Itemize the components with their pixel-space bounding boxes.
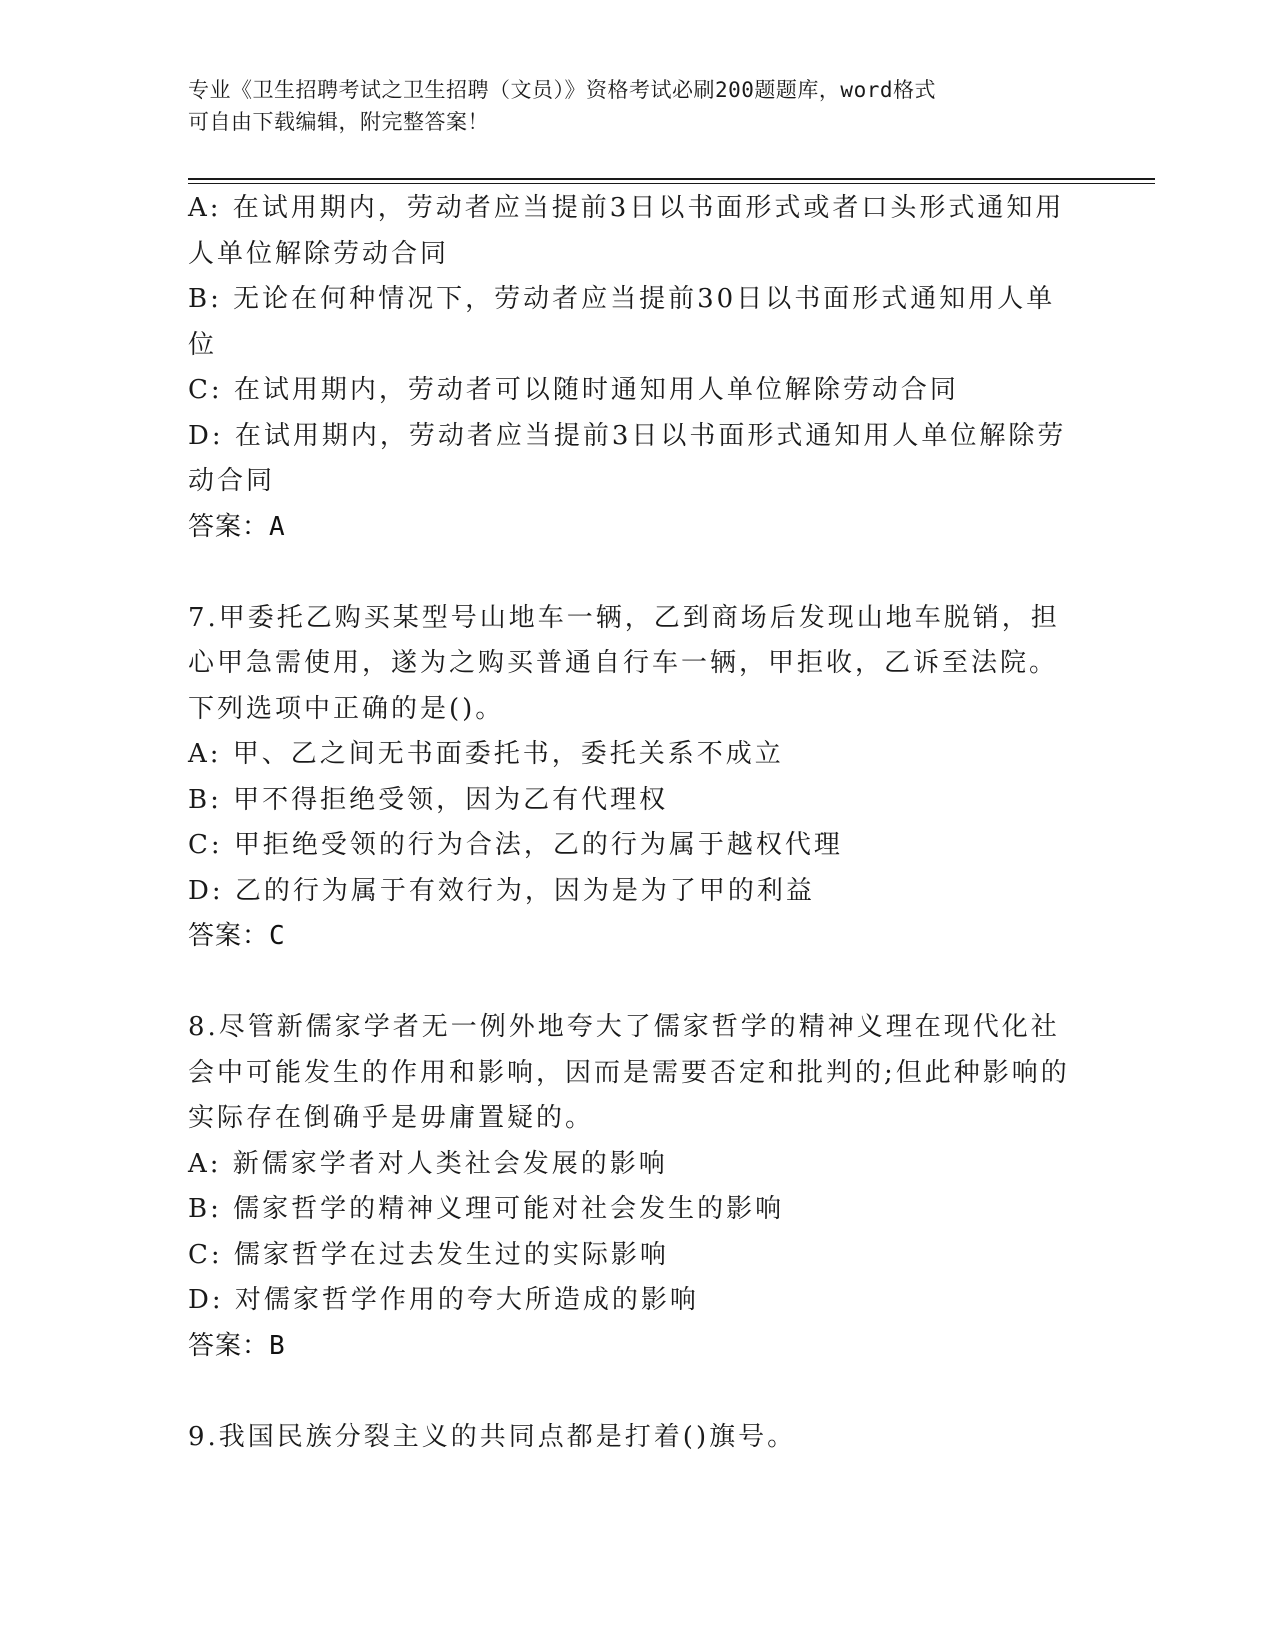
question-6-option-d-line-1: D: 在试用期内，劳动者应当提前3日以书面形式通知用人单位解除劳	[188, 420, 1067, 451]
question-8-option-d: D: 对儒家哲学作用的夸大所造成的影响	[188, 1285, 699, 1315]
question-6	[188, 186, 1068, 550]
question-7-option-d: D: 乙的行为属于有效行为，因为是为了甲的利益	[188, 875, 815, 906]
question-7-answer-value: C	[269, 921, 286, 951]
question-6-option-c: C: 在试用期内，劳动者可以随时通知用人单位解除劳动合同	[188, 375, 959, 405]
question-8-stem-line-1: 8.尽管新儒家学者无一例外地夸大了儒家哲学的精神义理在现代化社	[188, 1012, 1060, 1042]
question-6-option-b-line-1: B: 无论在何种情况下，劳动者应当提前30日以书面形式通知用人单	[188, 284, 1056, 314]
header-divider-thin	[188, 183, 1155, 184]
question-8-stem-line-2: 会中可能发生的作用和影响，因而是需要否定和批判的;但此种影响的	[188, 1057, 1070, 1088]
question-7	[188, 596, 1068, 960]
question-6-option-b-line-2: 位	[188, 329, 218, 360]
question-8-option-c: C: 儒家哲学在过去发生过的实际影响	[188, 1239, 669, 1270]
question-7-option-b: B: 甲不得拒绝受领，因为乙有代理权	[188, 784, 669, 815]
header-divider-thick	[188, 178, 1155, 180]
header-title-line-2: 可自由下载编辑，附完整答案！	[188, 110, 489, 134]
question-7-option-a: A: 甲、乙之间无书面委托书，委托关系不成立	[188, 739, 784, 769]
question-spacer	[188, 1369, 1068, 1415]
question-7-option-c: C: 甲拒绝受领的行为合法，乙的行为属于越权代理	[188, 830, 843, 860]
question-7-stem-line-1: 7.甲委托乙购买某型号山地车一辆，乙到商场后发现山地车脱销，担	[188, 602, 1060, 633]
question-6-option-a-line-1: A: 在试用期内，劳动者应当提前3日以书面形式或者口头形式通知用	[188, 193, 1065, 223]
question-7-stem-line-3: 下列选项中正确的是()。	[188, 693, 505, 724]
question-list	[188, 186, 1068, 1460]
question-spacer	[188, 960, 1068, 1006]
question-8-stem-line-3: 实际存在倒确乎是毋庸置疑的。	[188, 1103, 595, 1133]
question-8	[188, 1005, 1068, 1369]
question-9-stem-line-1: 9.我国民族分裂主义的共同点都是打着()旗号。	[188, 1421, 797, 1452]
question-8-option-b: B: 儒家哲学的精神义理可能对社会发生的影响	[188, 1194, 785, 1224]
question-8-answer-label: 答案：	[188, 1330, 270, 1361]
question-8-answer	[188, 1324, 1068, 1370]
question-9	[188, 1415, 1068, 1461]
document-header	[188, 74, 1068, 138]
question-6-option-a-line-2: 人单位解除劳动合同	[188, 238, 450, 269]
question-7-answer-label: 答案：	[188, 921, 270, 951]
question-6-option-d-line-2: 动合同	[188, 466, 276, 496]
question-7-answer	[188, 914, 1068, 960]
header-title-line-1: 专业《卫生招聘考试之卫生招聘（文员）》资格考试必刷200题题库，word格式	[188, 78, 936, 102]
question-8-answer-value: B	[269, 1330, 286, 1361]
question-6-answer-label: 答案：	[188, 511, 270, 542]
question-8-option-a: A: 新儒家学者对人类社会发展的影响	[188, 1148, 668, 1179]
question-6-answer	[188, 505, 1068, 551]
question-7-stem-line-2: 心甲急需使用，遂为之购买普通自行车一辆，甲拒收，乙诉至法院。	[188, 648, 1059, 678]
question-spacer	[188, 550, 1068, 596]
question-6-answer-value: A	[269, 511, 286, 542]
